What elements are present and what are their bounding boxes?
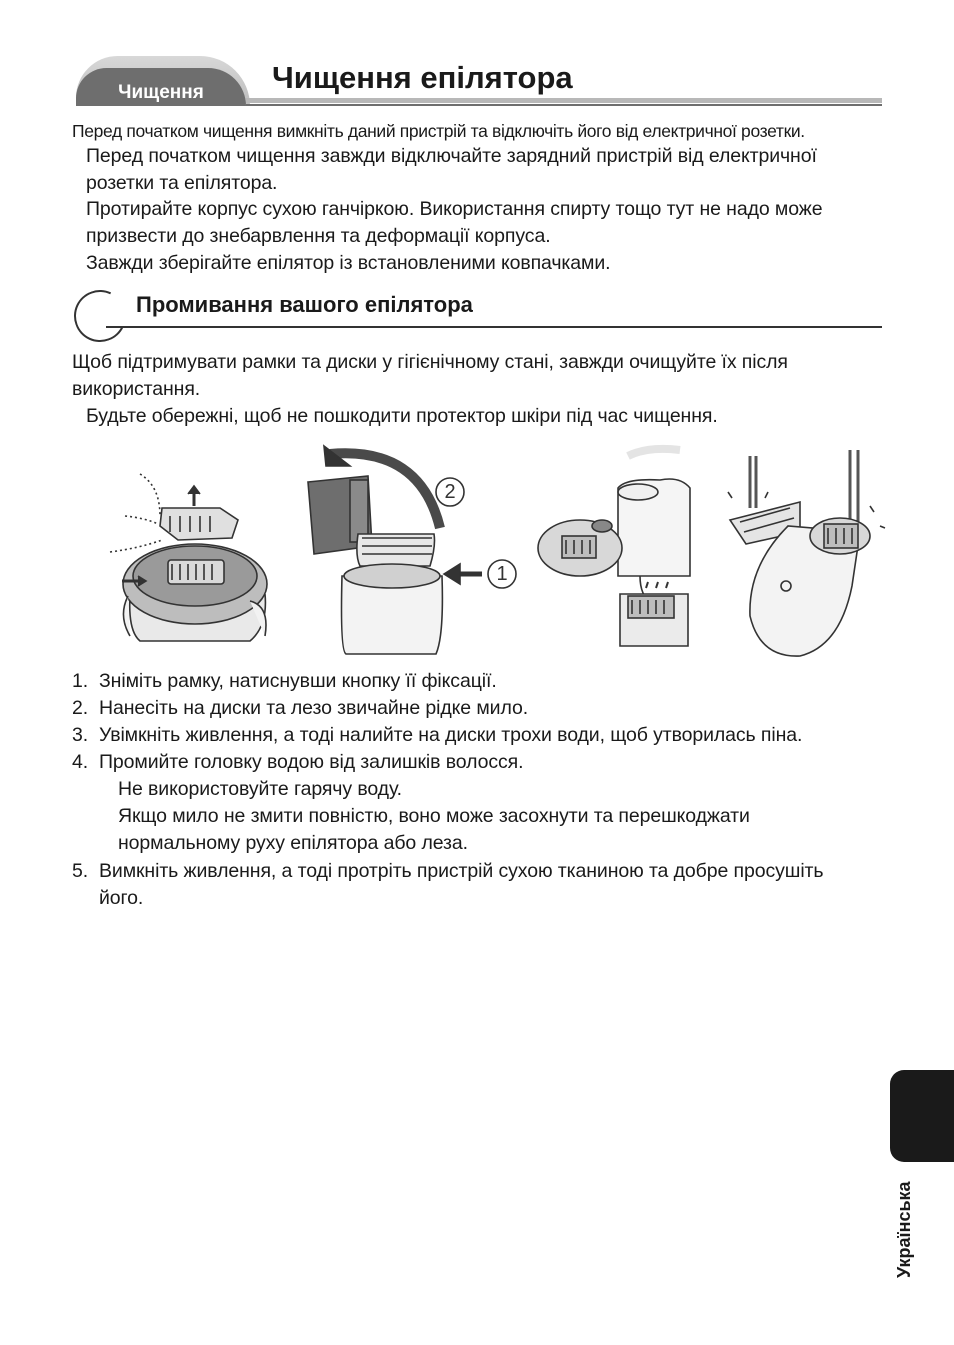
language-label-wrap	[866, 1181, 946, 1278]
step-2	[72, 695, 528, 722]
step-4-note-1: Не використовуйте гарячу воду.	[118, 778, 402, 800]
step-5	[72, 858, 823, 885]
rinse-figure	[728, 450, 885, 656]
step-1	[72, 668, 497, 695]
step-4	[72, 749, 523, 776]
title-rule	[246, 98, 882, 103]
cleaning-illustration	[100, 436, 890, 662]
step-text: Нанесіть на диски та лезо звичайне рідке мило.	[99, 697, 529, 719]
step-text: Вимкніть живлення, а тоді протріть пристрій сухою тканиною та добре просушіть	[99, 860, 824, 882]
step-number: 4.	[72, 751, 89, 773]
step-number: 1.	[72, 670, 89, 692]
step-number: 5.	[72, 860, 89, 882]
marker-2-label: 2	[444, 481, 456, 503]
open-cap-figure	[308, 446, 516, 654]
section-para-1b: використання.	[72, 378, 201, 400]
intro-line-1: Перед початком чищення вимкніть даний пристрій та відключіть його від електричної розетки.	[72, 121, 805, 141]
step-5-cont: його.	[99, 887, 144, 909]
page-title: Чищення епілятора	[272, 60, 573, 95]
remove-frame-figure	[110, 474, 267, 641]
step-text: Зніміть рамку, натиснувши кнопку її фіксації.	[99, 670, 497, 692]
intro-line-2b: розетки та епілятора.	[86, 172, 278, 194]
section-tab-label: Чищення	[118, 82, 204, 103]
section-rule	[106, 326, 882, 328]
step-text: Промийте головку водою від залишків волосся.	[99, 751, 524, 773]
marker-1-label: 1	[496, 563, 508, 585]
language-label: Українська	[894, 1181, 914, 1278]
section-heading-marker	[67, 283, 134, 350]
intro-line-4: Завжди зберігайте епілятор із встановленими ковпачками.	[86, 252, 611, 274]
section-para-2: Будьте обережні, щоб не пошкодити протектор шкіри під час чищення.	[86, 405, 718, 427]
intro-line-3b: призвести до знебарвлення та деформації корпуса.	[86, 225, 551, 247]
intro-line-2a: Перед початком чищення завжди відключайте зарядний пристрій від електричної	[86, 145, 817, 167]
step-3	[72, 722, 802, 749]
section-title: Промивання вашого епілятора	[136, 292, 473, 317]
step-4-note-2b: нормальному руху епілятора або леза.	[118, 832, 468, 854]
title-rule-dark	[246, 104, 882, 106]
section-para-1a: Щоб підтримувати рамки та диски у гігієнічному стані, завжди очищуйте їх після	[72, 351, 788, 373]
step-number: 3.	[72, 724, 89, 746]
intro-line-3a: Протирайте корпус сухою ганчіркою. Використання спирту тощо тут не надо може	[86, 198, 823, 220]
language-tab	[890, 1070, 954, 1162]
apply-soap-figure	[538, 449, 690, 646]
step-number: 2.	[72, 697, 89, 719]
step-text: Увімкніть живлення, а тоді налийте на диски трохи води, щоб утворилась піна.	[99, 724, 803, 746]
step-4-note-2a: Якщо мило не змити повністю, воно може засохнути та перешкоджати	[118, 805, 750, 827]
